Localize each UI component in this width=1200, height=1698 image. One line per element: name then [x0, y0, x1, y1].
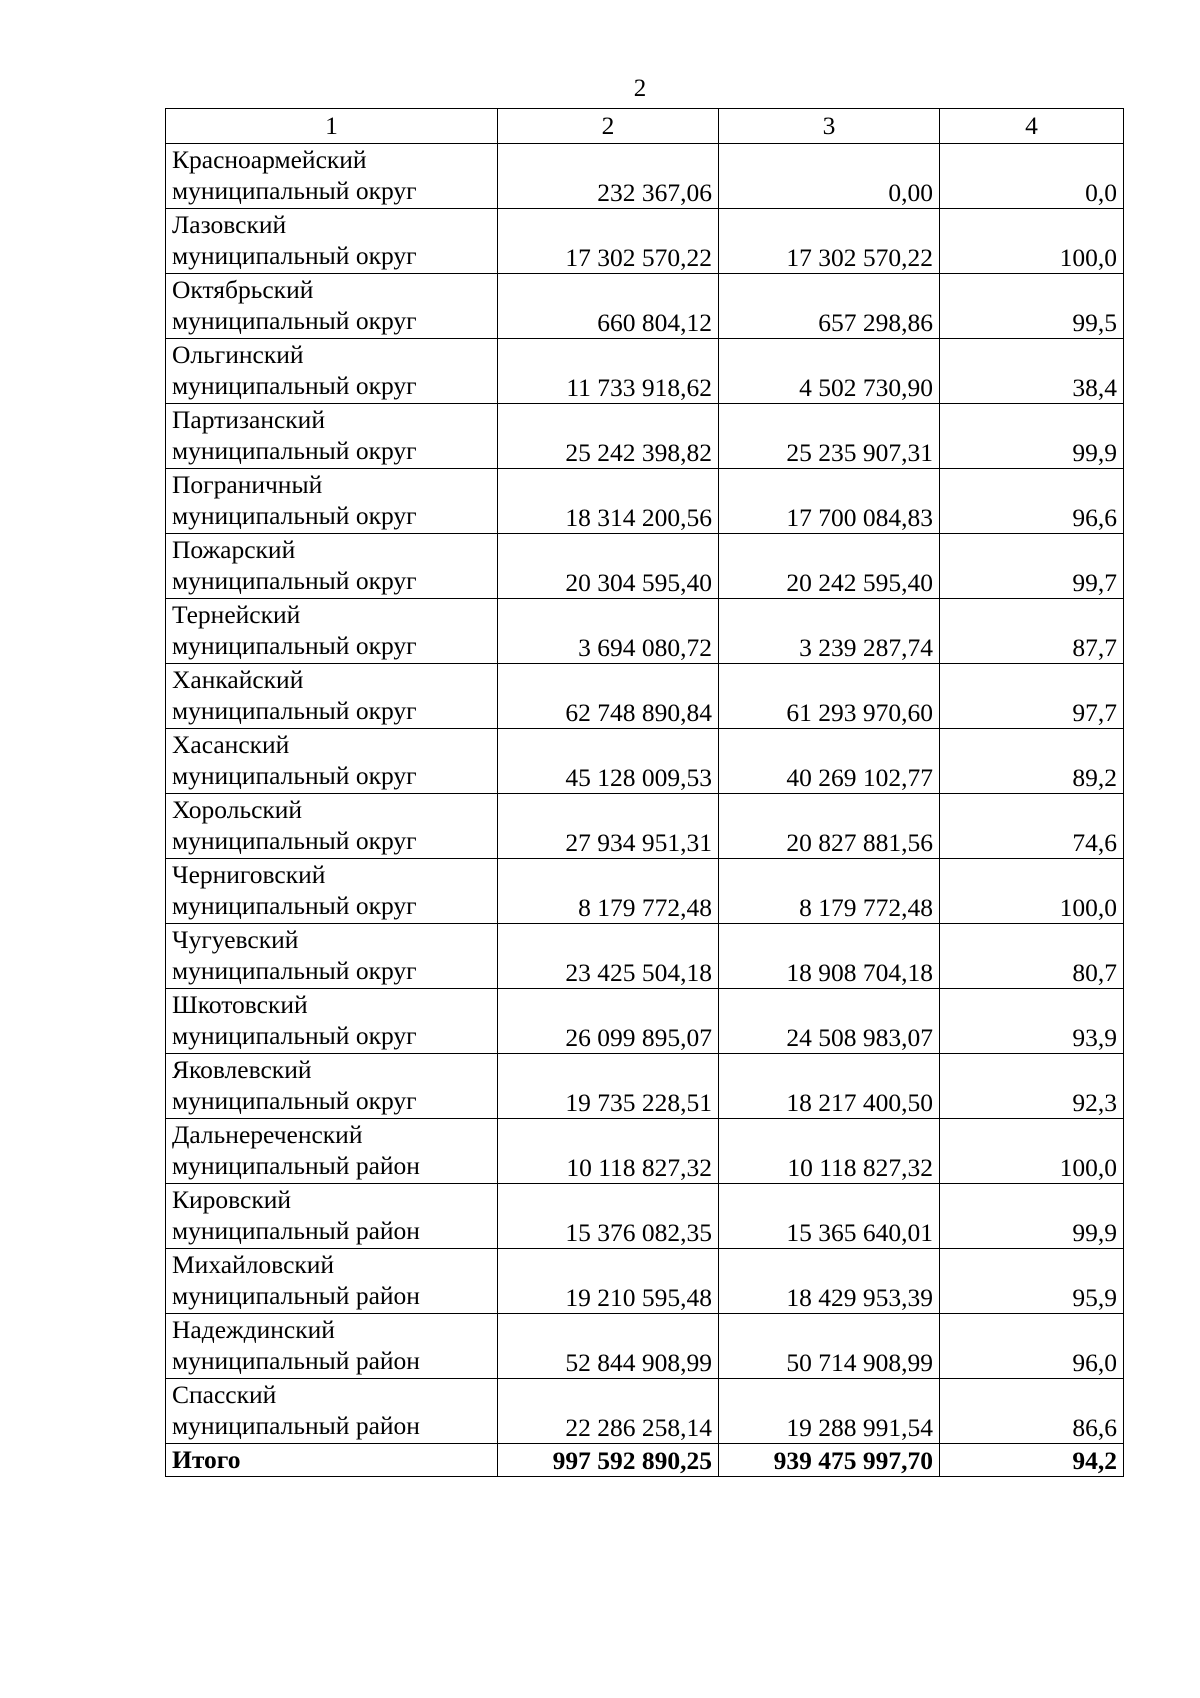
page-number: 2: [633, 75, 647, 102]
table-row: [166, 144, 1124, 209]
percent-cell: 97,7: [940, 664, 1124, 729]
actual-amount-cell: 15 365 640,01: [719, 1184, 940, 1249]
actual-amount-cell: 17 302 570,22: [719, 209, 940, 274]
planned-amount-cell: 52 844 908,99: [498, 1314, 719, 1379]
percent-cell: 74,6: [940, 794, 1124, 859]
district-name-cell: Кировский муниципальный район: [166, 1184, 498, 1249]
planned-amount-cell: 232 367,06: [498, 144, 719, 209]
table-row: [166, 469, 1124, 534]
district-name-cell: Чугуевский муниципальный округ: [166, 924, 498, 989]
planned-amount-cell: 23 425 504,18: [498, 924, 719, 989]
total-percent-cell: 94,2: [940, 1444, 1124, 1477]
percent-cell: 38,4: [940, 339, 1124, 404]
planned-amount-cell: 18 314 200,56: [498, 469, 719, 534]
table-row: [166, 339, 1124, 404]
actual-amount-cell: 657 298,86: [719, 274, 940, 339]
planned-amount-cell: 17 302 570,22: [498, 209, 719, 274]
data-table: [165, 108, 1124, 1477]
district-name-cell: Пожарский муниципальный округ: [166, 534, 498, 599]
percent-cell: 100,0: [940, 209, 1124, 274]
actual-amount-cell: 40 269 102,77: [719, 729, 940, 794]
planned-amount-cell: 45 128 009,53: [498, 729, 719, 794]
percent-cell: 100,0: [940, 859, 1124, 924]
actual-amount-cell: 19 288 991,54: [719, 1379, 940, 1444]
table-row: [166, 209, 1124, 274]
percent-cell: 92,3: [940, 1054, 1124, 1119]
planned-amount-cell: 19 735 228,51: [498, 1054, 719, 1119]
district-name-cell: Надеждинский муниципальный район: [166, 1314, 498, 1379]
planned-amount-cell: 660 804,12: [498, 274, 719, 339]
actual-amount-cell: 8 179 772,48: [719, 859, 940, 924]
header-row: [166, 109, 1124, 144]
percent-cell: 99,9: [940, 404, 1124, 469]
planned-amount-cell: 11 733 918,62: [498, 339, 719, 404]
table-row: [166, 404, 1124, 469]
percent-cell: 80,7: [940, 924, 1124, 989]
district-name-cell: Октябрьский муниципальный округ: [166, 274, 498, 339]
actual-amount-cell: 50 714 908,99: [719, 1314, 940, 1379]
planned-amount-cell: 3 694 080,72: [498, 599, 719, 664]
district-name-cell: Лазовский муниципальный округ: [166, 209, 498, 274]
table-row: [166, 1054, 1124, 1119]
actual-amount-cell: 24 508 983,07: [719, 989, 940, 1054]
district-name-cell: Дальнереченский муниципальный район: [166, 1119, 498, 1184]
table-row: [166, 1379, 1124, 1444]
district-name-cell: Черниговский муниципальный округ: [166, 859, 498, 924]
percent-cell: 93,9: [940, 989, 1124, 1054]
district-name-cell: Шкотовский муниципальный округ: [166, 989, 498, 1054]
district-name-cell: Хасанский муниципальный округ: [166, 729, 498, 794]
district-name-cell: Тернейский муниципальный округ: [166, 599, 498, 664]
actual-amount-cell: 0,00: [719, 144, 940, 209]
district-name-cell: Спасский муниципальный район: [166, 1379, 498, 1444]
column-header-3: 3: [719, 109, 940, 144]
table-row: [166, 664, 1124, 729]
column-header-2: 2: [498, 109, 719, 144]
table-row: [166, 1249, 1124, 1314]
table-row: [166, 1314, 1124, 1379]
planned-amount-cell: 10 118 827,32: [498, 1119, 719, 1184]
planned-amount-cell: 22 286 258,14: [498, 1379, 719, 1444]
planned-amount-cell: 19 210 595,48: [498, 1249, 719, 1314]
actual-amount-cell: 20 827 881,56: [719, 794, 940, 859]
percent-cell: 96,6: [940, 469, 1124, 534]
table-row: [166, 924, 1124, 989]
percent-cell: 99,5: [940, 274, 1124, 339]
planned-amount-cell: 15 376 082,35: [498, 1184, 719, 1249]
table-row: [166, 534, 1124, 599]
percent-cell: 96,0: [940, 1314, 1124, 1379]
actual-amount-cell: 3 239 287,74: [719, 599, 940, 664]
district-name-cell: Хорольский муниципальный округ: [166, 794, 498, 859]
percent-cell: 0,0: [940, 144, 1124, 209]
table-body: [166, 144, 1124, 1477]
district-name-cell: Партизанский муниципальный округ: [166, 404, 498, 469]
percent-cell: 99,7: [940, 534, 1124, 599]
planned-amount-cell: 26 099 895,07: [498, 989, 719, 1054]
actual-amount-cell: 61 293 970,60: [719, 664, 940, 729]
district-name-cell: Красноармейский муниципальный округ: [166, 144, 498, 209]
percent-cell: 100,0: [940, 1119, 1124, 1184]
table-row: [166, 859, 1124, 924]
table-row: [166, 274, 1124, 339]
actual-amount-cell: 25 235 907,31: [719, 404, 940, 469]
total-row: [166, 1444, 1124, 1477]
percent-cell: 86,6: [940, 1379, 1124, 1444]
actual-amount-cell: 18 217 400,50: [719, 1054, 940, 1119]
actual-amount-cell: 18 908 704,18: [719, 924, 940, 989]
percent-cell: 89,2: [940, 729, 1124, 794]
actual-amount-cell: 18 429 953,39: [719, 1249, 940, 1314]
planned-amount-cell: 62 748 890,84: [498, 664, 719, 729]
district-name-cell: Пограничный муниципальный округ: [166, 469, 498, 534]
actual-amount-cell: 20 242 595,40: [719, 534, 940, 599]
table-row: [166, 794, 1124, 859]
total-label-cell: Итого: [166, 1444, 498, 1477]
table-header: [166, 109, 1124, 144]
district-name-cell: Ольгинский муниципальный округ: [166, 339, 498, 404]
table-row: [166, 1119, 1124, 1184]
percent-cell: 95,9: [940, 1249, 1124, 1314]
percent-cell: 99,9: [940, 1184, 1124, 1249]
planned-amount-cell: 25 242 398,82: [498, 404, 719, 469]
table-row: [166, 599, 1124, 664]
total-planned-cell: 997 592 890,25: [498, 1444, 719, 1477]
actual-amount-cell: 4 502 730,90: [719, 339, 940, 404]
district-name-cell: Михайловский муниципальный район: [166, 1249, 498, 1314]
table-row: [166, 1184, 1124, 1249]
actual-amount-cell: 17 700 084,83: [719, 469, 940, 534]
planned-amount-cell: 20 304 595,40: [498, 534, 719, 599]
column-header-4: 4: [940, 109, 1124, 144]
planned-amount-cell: 8 179 772,48: [498, 859, 719, 924]
planned-amount-cell: 27 934 951,31: [498, 794, 719, 859]
percent-cell: 87,7: [940, 599, 1124, 664]
table-row: [166, 989, 1124, 1054]
total-actual-cell: 939 475 997,70: [719, 1444, 940, 1477]
column-header-1: 1: [166, 109, 498, 144]
district-name-cell: Яковлевский муниципальный округ: [166, 1054, 498, 1119]
district-name-cell: Ханкайский муниципальный округ: [166, 664, 498, 729]
table-row: [166, 729, 1124, 794]
actual-amount-cell: 10 118 827,32: [719, 1119, 940, 1184]
